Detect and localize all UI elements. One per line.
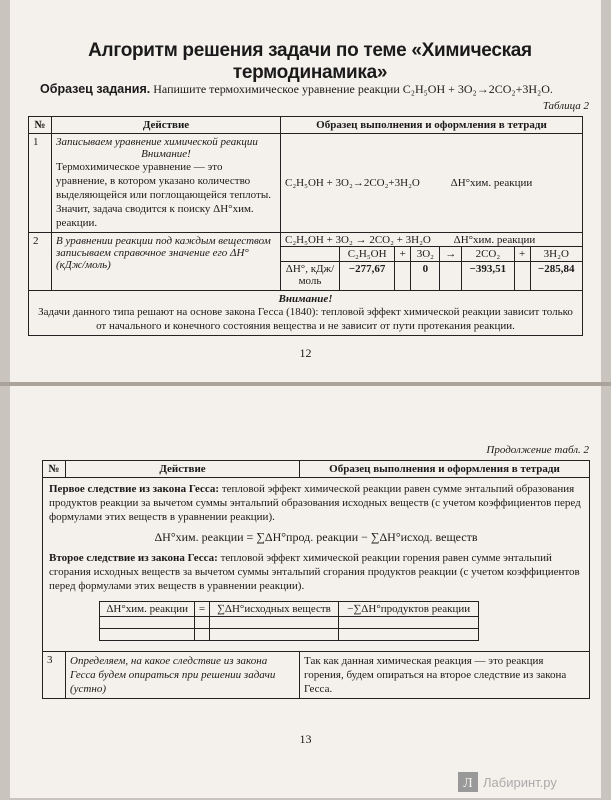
row-num: 1 — [29, 134, 52, 233]
unit-cell: ΔH°, кДж/моль — [281, 262, 340, 290]
cell: ∑ΔH°исходных веществ — [209, 602, 339, 617]
cell: + — [395, 247, 411, 262]
value-cell: 0 — [411, 262, 440, 290]
row2-dh: ΔH°хим. реакции — [453, 234, 536, 246]
table-row — [29, 134, 583, 233]
enthalpy-table — [281, 246, 582, 290]
attention-label: Внимание! — [278, 292, 333, 305]
action-text: Записываем уравнение химической реакции — [56, 136, 258, 148]
page-12 — [10, 0, 601, 382]
row-action: В уравнении реакции под каждым веществом записываем справочное значение его ΔH° (кДж/моль) — [52, 233, 281, 291]
page-13 — [10, 386, 601, 798]
row2-equation: C₂H₅OH + 3O₂ → 2CO₂ + 3H₂O — [285, 234, 431, 246]
table-row — [43, 478, 590, 652]
hess-law-cell — [29, 290, 583, 335]
row-sample — [281, 134, 583, 233]
col-sample: Образец выполнения и оформления в тетради — [281, 117, 583, 134]
col-sample: Образец выполнения и оформления в тетради — [300, 461, 590, 478]
row-num: 2 — [29, 233, 52, 291]
labirint-watermark — [457, 770, 587, 794]
value-cell: −277,67 — [340, 262, 395, 290]
algorithm-table — [28, 116, 583, 336]
col-num: № — [43, 461, 66, 478]
action-note: Термохимическое уравнение — это уравнение, в котором указано количество выделяющейся или поглощающейся теплоты. Значит, задача сводится к поиску ΔH°хим. реакции. — [56, 161, 271, 229]
first-corollary-text: тепловой эффект химической реакции равен сумме энтальпий образования продуктов реакции за вычетом суммы энтальпий образования исходных веществ (с учетом коэффициентов перед формулами этих веществ в уравнении реакции). — [49, 483, 581, 523]
page-title: Алгоритм решения задачи по теме «Химическая термодинамика» — [88, 40, 532, 83]
watermark-text: Лабиринт.ру — [483, 775, 557, 790]
table-row — [29, 233, 583, 291]
formula-second-table — [99, 601, 479, 641]
col-num: № — [29, 117, 52, 134]
table-row — [29, 290, 583, 335]
col-action: Действие — [52, 117, 281, 134]
second-corollary-text: тепловой эффект химической реакции горения равен сумме энтальпий сгорания исходных веществ за вычетом суммы энтальпий сгорания продуктов реакции (с учетом коэффициентов перед формулами этих веществ в уравнении реакции). — [49, 552, 580, 592]
sample-equation: C₂H₅OH + 3O₂→2CO₂+3H₂O — [285, 177, 420, 189]
table-label: Таблица 2 — [542, 100, 589, 112]
row-num: 3 — [43, 652, 66, 699]
row-action — [52, 134, 281, 233]
value-cell: −393,51 — [462, 262, 514, 290]
sample-task — [40, 82, 553, 97]
continuation-table — [42, 460, 590, 699]
second-corollary-title: Второе следствие из закона Гесса: — [49, 552, 218, 564]
cell: + — [514, 247, 530, 262]
cell: 3H₂O — [530, 247, 582, 262]
table-row — [43, 652, 590, 699]
sample-dh: ΔH°хим. реакции — [450, 177, 533, 189]
hess-law-text: Задачи данного типа решают на основе закона Гесса (1840): тепловой эффект химической реакции зависит только от начального и конечного состояния вещества и не зависит от пути протекания реакции. — [38, 305, 573, 332]
row-action: Определяем, на какое следствие из закона Гесса будем опираться при решении задачи (устно) — [66, 652, 300, 699]
page-number: 12 — [299, 346, 312, 360]
svg-text:Л: Л — [463, 776, 473, 791]
sample-text: Напишите термохимическое уравнение реакции C₂H₅OH + 3O₂→2CO₂+3H₂O. — [153, 82, 553, 96]
continuation-label: Продолжение табл. 2 — [486, 444, 589, 456]
row-sample — [281, 233, 583, 291]
value-cell: −285,84 — [530, 262, 582, 290]
col-action: Действие — [66, 461, 300, 478]
row-sample: Так как данная химическая реакция — это реакция горения, будем опираться на второе следствие из закона Гесса. — [300, 652, 590, 699]
sample-label: Образец задания. — [40, 82, 151, 96]
cell: 2CO₂ — [462, 247, 514, 262]
first-corollary-title: Первое следствие из закона Гесса: — [49, 483, 220, 495]
cell: 3O₂ — [411, 247, 440, 262]
cell: ΔH°хим. реакции — [100, 602, 195, 617]
cell: −∑ΔH°продуктов реакции — [339, 602, 479, 617]
cell: C₂H₅OH — [340, 247, 395, 262]
cell: = — [195, 602, 209, 617]
page-number: 13 — [299, 732, 312, 746]
formula-first: ΔH°хим. реакции = ∑ΔH°прод. реакции − ∑ΔH°исход. веществ — [154, 530, 478, 544]
attention-label: Внимание! — [141, 148, 191, 160]
hess-corollaries — [43, 478, 590, 652]
cell: → — [440, 247, 462, 262]
